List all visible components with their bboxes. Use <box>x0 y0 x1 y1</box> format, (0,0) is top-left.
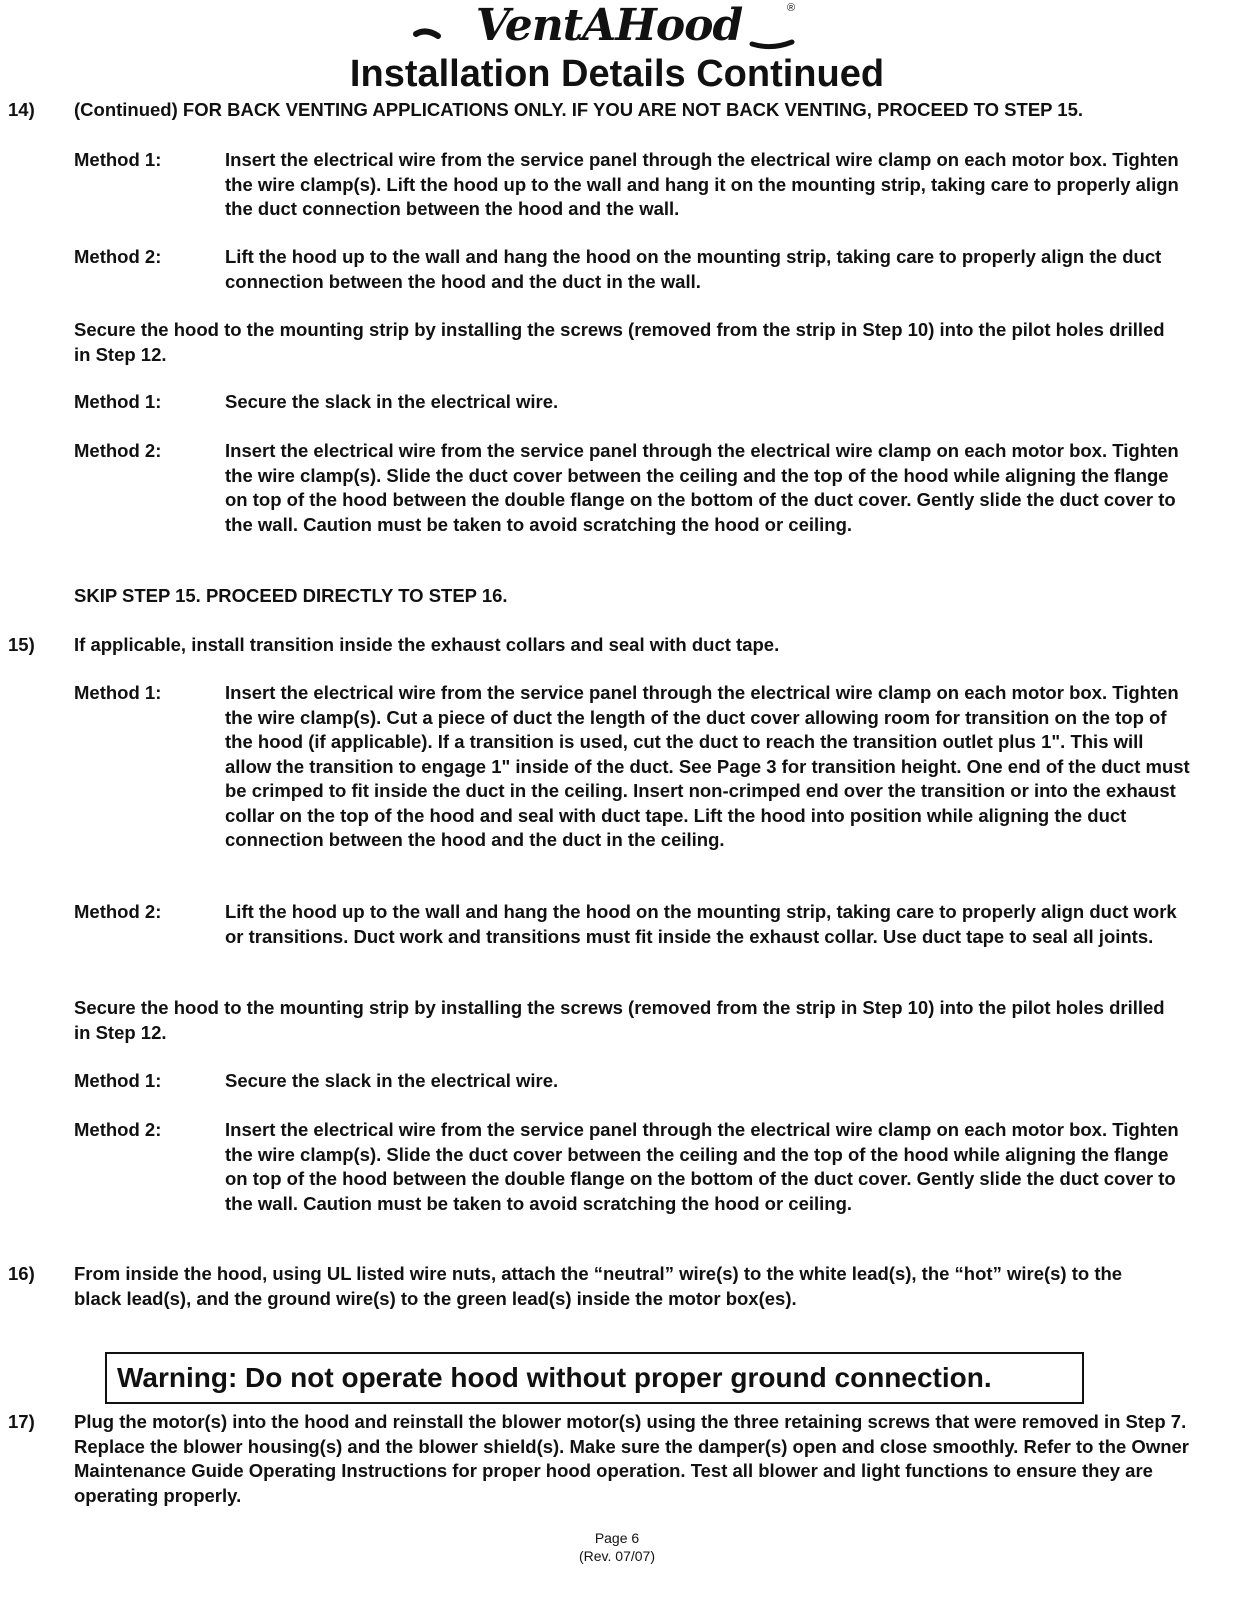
method-label: Method 2: <box>74 1119 162 1140</box>
secure-instruction: Secure the hood to the mounting strip by installing the screws (removed from the strip in Step 10) into the pilot holes drilled in Step 12. <box>74 319 1165 365</box>
step-15-heading: If applicable, install transition inside the exhaust collars and seal with duct tape. <box>74 634 780 655</box>
method-text: Insert the electrical wire from the service panel through the electrical wire clamp on each motor box. Tighten the wire clamp(s). Cut a piece of duct the length of the duct cover allowing room for transition on the top of the hood (if applicable). If a transition is used, cut the duct to reach the transition outlet plus 1". This will allow the transition to engage 1" inside of the duct. See Page 3 for transition height. One end of the duct must be crimped to fit inside the duct in the ceiling. Insert non-crimped end over the transition or into the exhaust collar on the top of the hood and seal with duct tape. Lift the hood into position while aligning the duct connection between the hood and the duct in the ceiling. <box>225 682 1190 850</box>
method-label: Method 1: <box>74 1070 162 1091</box>
method-text: Insert the electrical wire from the service panel through the electrical wire clamp on each motor box. Tighten the wire clamp(s). Lift the hood up to the wall and hang it on the mounting strip, taking care to properly align the duct connection between the hood and the wall. <box>225 149 1179 219</box>
skip-instruction: SKIP STEP 15. PROCEED DIRECTLY TO STEP 16. <box>74 585 508 606</box>
method-label: Method 2: <box>74 440 162 461</box>
secure-instruction: Secure the hood to the mounting strip by installing the screws (removed from the strip in Step 10) into the pilot holes drilled in Step 12. <box>74 997 1165 1043</box>
method-text: Insert the electrical wire from the service panel through the electrical wire clamp on each motor box. Tighten the wire clamp(s). Slide the duct cover between the ceiling and the top of the hood while aligning the flange on top of the hood between the double flange on the bottom of the duct cover. Gently slide the duct cover to the wall. Caution must be taken to avoid scratching the hood or ceiling. <box>225 1119 1179 1214</box>
step-14-heading: (Continued) FOR BACK VENTING APPLICATIONS ONLY. IF YOU ARE NOT BACK VENTING, PROCEED TO STEP 15. <box>74 99 1084 120</box>
page-title: Installation Details Continued <box>349 53 885 95</box>
method-text: Secure the slack in the electrical wire. <box>225 1070 559 1091</box>
step-number-15: 15) <box>8 634 35 655</box>
step-number-14: 14) <box>8 99 35 120</box>
method-text: Secure the slack in the electrical wire. <box>225 391 559 412</box>
method-label: Method 1: <box>74 391 162 412</box>
step-number-17: 17) <box>8 1411 35 1432</box>
revision-date: (Rev. 07/07) <box>579 1548 655 1564</box>
method-text: Lift the hood up to the wall and hang the hood on the mounting strip, taking care to properly align duct work or transitions. Duct work and transitions must fit inside the exhaust collar. Use duct tape to seal all joints. <box>225 901 1177 947</box>
brand-logo: VentAHood <box>475 0 743 51</box>
step-16-text: From inside the hood, using UL listed wire nuts, attach the “neutral” wire(s) to the white lead(s), the “hot” wire(s) to the black lead(s), and the ground wire(s) to the green lead(s) inside the motor box(es). <box>74 1263 1123 1309</box>
method-label: Method 2: <box>74 246 162 267</box>
registered-mark: ® <box>787 2 796 14</box>
page-number: Page 6 <box>594 1530 640 1546</box>
step-17-text: Plug the motor(s) into the hood and reinstall the blower motor(s) using the three retaining screws that were removed in Step 7. Replace the blower housing(s) and the blower shield(s). Make sure the damper(s) open and close smoothly. Refer to the Owner Maintenance Guide Operating Instructions for proper hood operation. Test all blower and light functions to ensure they are operating properly. <box>74 1411 1189 1506</box>
method-text: Insert the electrical wire from the service panel through the electrical wire clamp on each motor box. Tighten the wire clamp(s). Slide the duct cover between the ceiling and the top of the hood while aligning the flange on top of the hood between the double flange on the bottom of the duct cover. Gently slide the duct cover to the wall. Caution must be taken to avoid scratching the hood or ceiling. <box>225 440 1179 535</box>
ground-warning-box: Warning: Do not operate hood without proper ground connection. <box>105 1352 1084 1404</box>
method-text: Lift the hood up to the wall and hang the hood on the mounting strip, taking care to properly align the duct connection between the hood and the duct in the wall. <box>225 246 1162 292</box>
method-label: Method 1: <box>74 682 162 703</box>
method-label: Method 2: <box>74 901 162 922</box>
step-number-16: 16) <box>8 1263 35 1284</box>
method-label: Method 1: <box>74 149 162 170</box>
